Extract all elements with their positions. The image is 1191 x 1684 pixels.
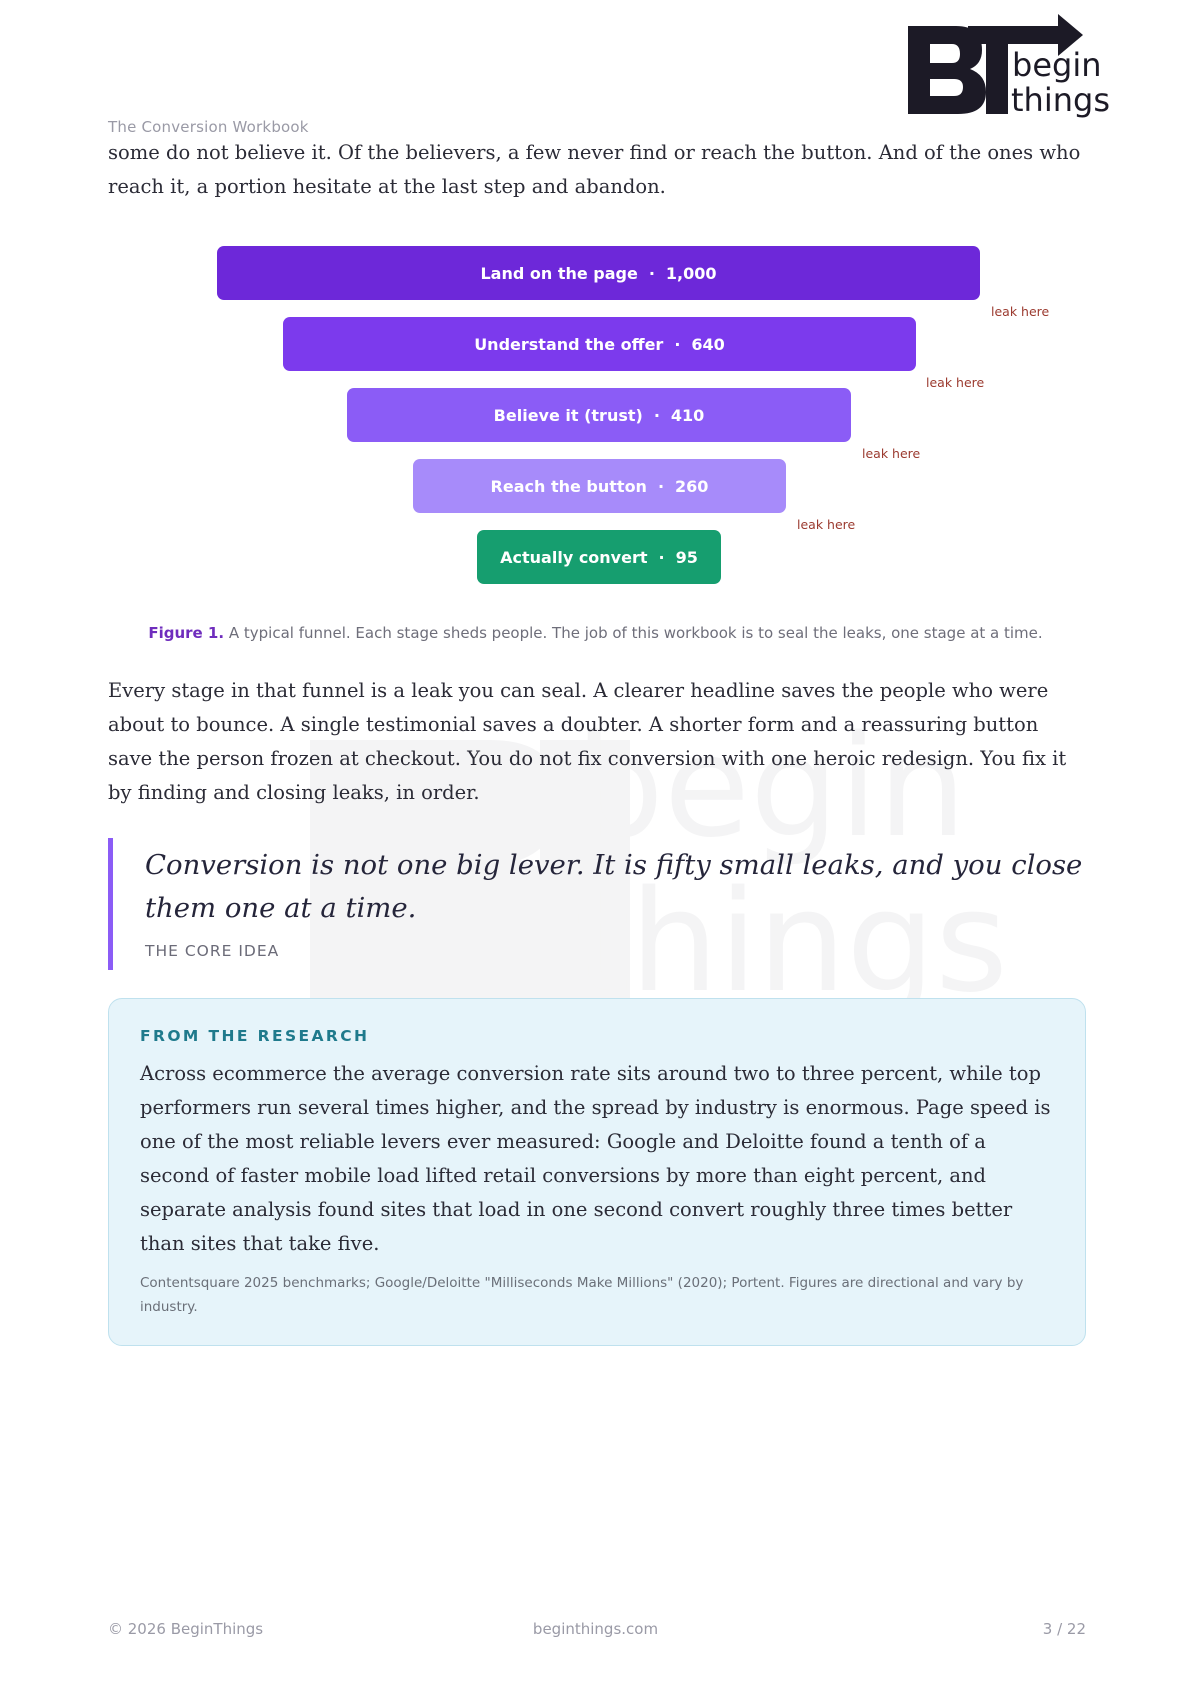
stage-count: 410 <box>670 405 705 425</box>
funnel-stage-convert <box>477 530 721 584</box>
svg-text:things: things <box>1011 81 1110 119</box>
funnel-stage-reach <box>413 459 786 513</box>
footer-copyright: © 2026 BeginThings <box>108 1620 264 1638</box>
stage-count: 1,000 <box>665 263 717 283</box>
pull-quote-text: Conversion is not one big lever. It is fifty small leaks, and you close them one at a time. <box>145 849 1083 924</box>
leak-label: leak here <box>797 517 856 532</box>
research-body: Across ecommerce the average conversion rate sits around two to three percent, while top performers run several times higher, and the spread by industry is enormous. Page speed is one of the most reliable levers ever measured: Google and Deloitte found a tenth of a second of faster mobile load lifted retail conversions by more than eight percent, and separate analysis found sites that load in one second convert roughly three times better than sites that take five. <box>140 1062 1051 1255</box>
funnel-stage-understand <box>283 317 916 371</box>
funnel-stage-land <box>217 246 980 300</box>
body-paragraph-1: some do not believe it. Of the believers, a few never find or reach the button. And of the ones who reach it, a portion hesitate at the last step and abandon. <box>108 141 1081 198</box>
figure-caption <box>0 624 1191 642</box>
research-title: FROM THE RESEARCH <box>140 1027 370 1045</box>
body-paragraph-2: Every stage in that funnel is a leak you can seal. A clearer headline saves the people who were about to bounce. A single testimonial saves a doubter. A shorter form and a reassuring button save the person frozen at checkout. You do not fix conversion with one heroic redesign. You fix it by finding and closing leaks, in order. <box>108 679 1067 804</box>
stage-separator: · <box>648 263 655 283</box>
stage-count: 260 <box>675 476 709 496</box>
stage-label: Actually convert <box>500 547 648 567</box>
pull-quote-label: THE CORE IDEA <box>145 942 280 960</box>
footer-site-link[interactable]: beginthings.com <box>532 1620 659 1638</box>
stage-count: 640 <box>691 334 725 354</box>
figure-label: Figure 1. <box>148 624 225 642</box>
figure-caption-text: A typical funnel. Each stage sheds people. The job of this workbook is to seal the leaks, one stage at a time. <box>228 624 1043 642</box>
stage-separator: · <box>658 547 665 567</box>
stage-count: 95 <box>675 547 698 567</box>
leak-label: leak here <box>926 375 985 390</box>
stage-label: Land on the page <box>480 263 638 283</box>
research-callout <box>108 998 1086 1346</box>
svg-text:begin: begin <box>1012 46 1102 84</box>
pull-quote <box>108 838 1088 970</box>
begin-things-logo <box>908 14 1110 119</box>
stage-label: Understand the offer <box>474 334 664 354</box>
footer-page-number: 3 / 22 <box>1042 1620 1086 1638</box>
stage-label: Believe it (trust) <box>493 405 643 425</box>
stage-separator: · <box>674 334 681 354</box>
leak-label: leak here <box>991 304 1050 319</box>
stage-label: Reach the button <box>490 476 647 496</box>
running-head: The Conversion Workbook <box>108 118 309 136</box>
leak-label: leak here <box>862 446 921 461</box>
funnel-stage-believe <box>347 388 851 442</box>
stage-separator: · <box>657 476 665 496</box>
research-source: Contentsquare 2025 benchmarks; Google/Deloitte "Milliseconds Make Millions" (2020); Portent. Figures are directional and vary by industry. <box>140 1275 1024 1315</box>
stage-separator: · <box>653 405 660 425</box>
